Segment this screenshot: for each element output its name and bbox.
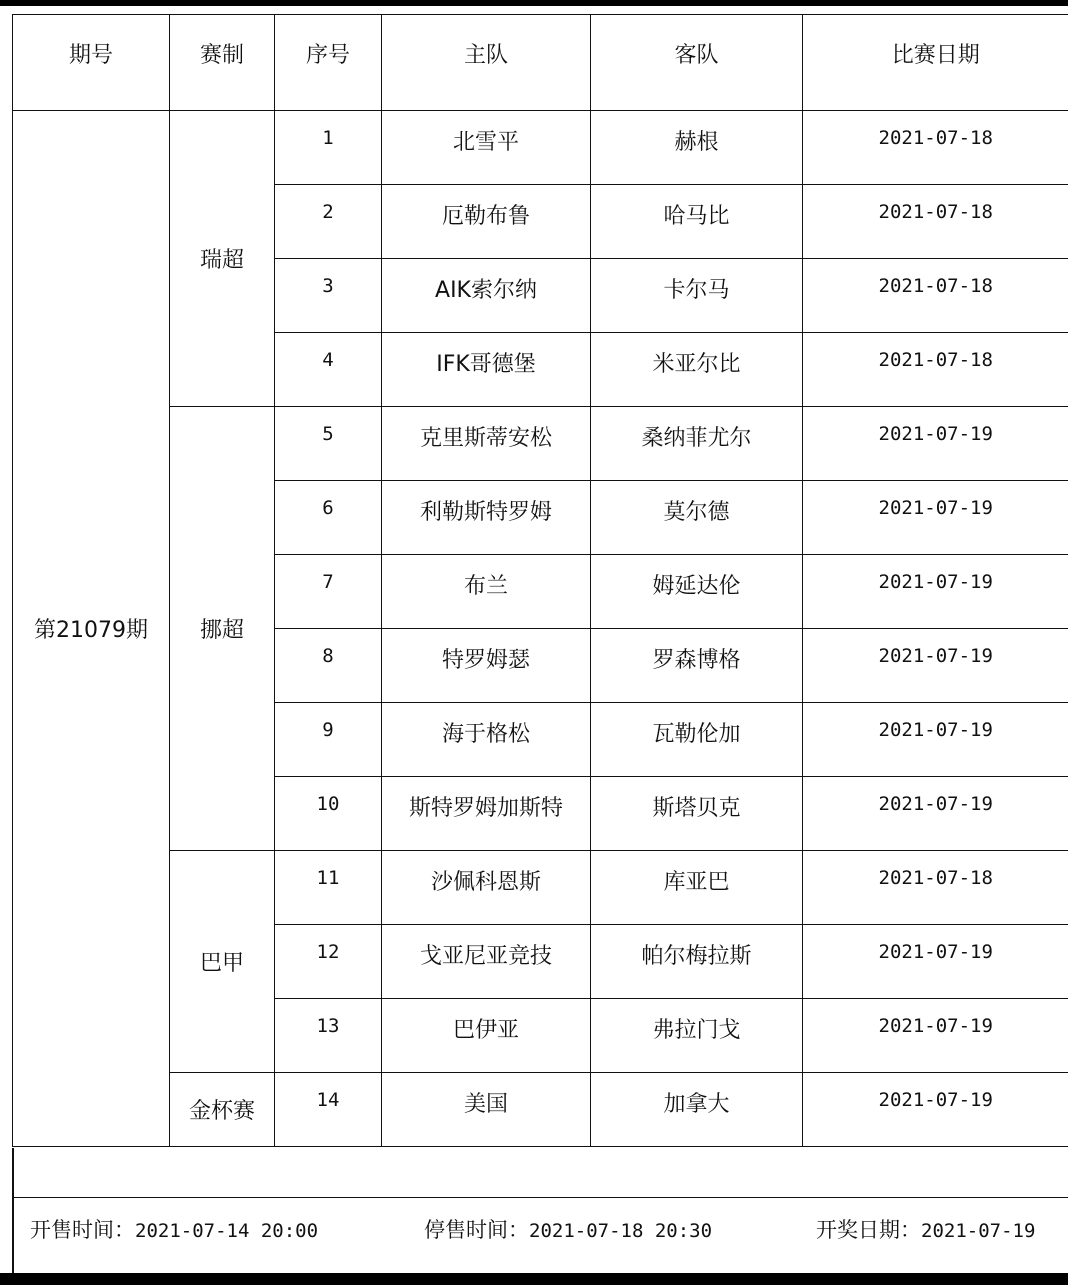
home-team-cell: 特罗姆瑟 xyxy=(382,629,591,703)
blank-separator-row xyxy=(12,1148,1068,1198)
away-team-cell: 姆延达伦 xyxy=(591,555,803,629)
table-header-row xyxy=(13,15,1068,111)
away-team-cell: 加拿大 xyxy=(591,1073,803,1147)
match-date-cell: 2021-07-18 xyxy=(803,851,1068,925)
league-cell: 金杯赛 xyxy=(170,1073,275,1147)
match-date-cell: 2021-07-18 xyxy=(803,259,1068,333)
seq-cell: 8 xyxy=(275,629,382,703)
home-team-cell: IFK哥德堡 xyxy=(382,333,591,407)
match-date-cell: 2021-07-19 xyxy=(803,555,1068,629)
draw-date-label: 开奖日期： xyxy=(816,1218,921,1242)
sale-info-footer xyxy=(12,1198,1068,1273)
away-team-cell: 桑纳菲尤尔 xyxy=(591,407,803,481)
seq-cell: 3 xyxy=(275,259,382,333)
match-date-cell: 2021-07-18 xyxy=(803,111,1068,185)
match-date-cell: 2021-07-19 xyxy=(803,999,1068,1073)
sale-stop-label: 停售时间： xyxy=(424,1218,529,1242)
home-team-cell: 戈亚尼亚竞技 xyxy=(382,925,591,999)
match-date-cell: 2021-07-19 xyxy=(803,1073,1068,1147)
header-home-team: 主队 xyxy=(382,15,591,111)
header-match-date: 比赛日期 xyxy=(803,15,1068,111)
away-team-cell: 卡尔马 xyxy=(591,259,803,333)
home-team-cell: 克里斯蒂安松 xyxy=(382,407,591,481)
away-team-cell: 瓦勒伦加 xyxy=(591,703,803,777)
league-cell: 挪超 xyxy=(170,407,275,851)
header-seq: 序号 xyxy=(275,15,382,111)
match-date-cell: 2021-07-19 xyxy=(803,925,1068,999)
header-issue: 期号 xyxy=(13,15,170,111)
bottom-border-bar xyxy=(0,1273,1068,1285)
away-team-cell: 帕尔梅拉斯 xyxy=(591,925,803,999)
match-date-cell: 2021-07-19 xyxy=(803,629,1068,703)
home-team-cell: 沙佩科恩斯 xyxy=(382,851,591,925)
home-team-cell: 利勒斯特罗姆 xyxy=(382,481,591,555)
header-away-team: 客队 xyxy=(591,15,803,111)
seq-cell: 11 xyxy=(275,851,382,925)
sale-stop-info xyxy=(424,1214,712,1244)
sale-start-label: 开售时间： xyxy=(30,1218,135,1242)
table-row xyxy=(13,407,1068,481)
issue-cell: 第21079期 xyxy=(13,111,170,1147)
seq-cell: 4 xyxy=(275,333,382,407)
seq-cell: 5 xyxy=(275,407,382,481)
away-team-cell: 弗拉门戈 xyxy=(591,999,803,1073)
home-team-cell: 美国 xyxy=(382,1073,591,1147)
table-row xyxy=(13,1073,1068,1147)
home-team-cell: 北雪平 xyxy=(382,111,591,185)
home-team-cell: 布兰 xyxy=(382,555,591,629)
seq-cell: 12 xyxy=(275,925,382,999)
away-team-cell: 库亚巴 xyxy=(591,851,803,925)
match-date-cell: 2021-07-19 xyxy=(803,703,1068,777)
match-date-cell: 2021-07-19 xyxy=(803,777,1068,851)
sale-start-info xyxy=(30,1214,318,1244)
away-team-cell: 哈马比 xyxy=(591,185,803,259)
match-date-cell: 2021-07-18 xyxy=(803,185,1068,259)
league-cell: 瑞超 xyxy=(170,111,275,407)
away-team-cell: 罗森博格 xyxy=(591,629,803,703)
sale-start-value: 2021-07-14 20:00 xyxy=(135,1220,319,1242)
seq-cell: 10 xyxy=(275,777,382,851)
draw-date-value: 2021-07-19 xyxy=(921,1220,1036,1242)
lottery-schedule-sheet xyxy=(0,6,1068,1273)
match-date-cell: 2021-07-18 xyxy=(803,333,1068,407)
home-team-cell: 厄勒布鲁 xyxy=(382,185,591,259)
league-cell: 巴甲 xyxy=(170,851,275,1073)
match-date-cell: 2021-07-19 xyxy=(803,481,1068,555)
seq-cell: 2 xyxy=(275,185,382,259)
away-team-cell: 赫根 xyxy=(591,111,803,185)
home-team-cell: 斯特罗姆加斯特 xyxy=(382,777,591,851)
seq-cell: 7 xyxy=(275,555,382,629)
header-league: 赛制 xyxy=(170,15,275,111)
away-team-cell: 米亚尔比 xyxy=(591,333,803,407)
home-team-cell: AIK索尔纳 xyxy=(382,259,591,333)
seq-cell: 6 xyxy=(275,481,382,555)
home-team-cell: 海于格松 xyxy=(382,703,591,777)
away-team-cell: 斯塔贝克 xyxy=(591,777,803,851)
seq-cell: 13 xyxy=(275,999,382,1073)
seq-cell: 9 xyxy=(275,703,382,777)
sale-stop-value: 2021-07-18 20:30 xyxy=(529,1220,713,1242)
table-row xyxy=(13,851,1068,925)
match-schedule-table xyxy=(12,14,1068,1147)
away-team-cell: 莫尔德 xyxy=(591,481,803,555)
seq-cell: 1 xyxy=(275,111,382,185)
draw-date-info xyxy=(816,1214,1035,1244)
match-date-cell: 2021-07-19 xyxy=(803,407,1068,481)
seq-cell: 14 xyxy=(275,1073,382,1147)
table-row xyxy=(13,111,1068,185)
home-team-cell: 巴伊亚 xyxy=(382,999,591,1073)
